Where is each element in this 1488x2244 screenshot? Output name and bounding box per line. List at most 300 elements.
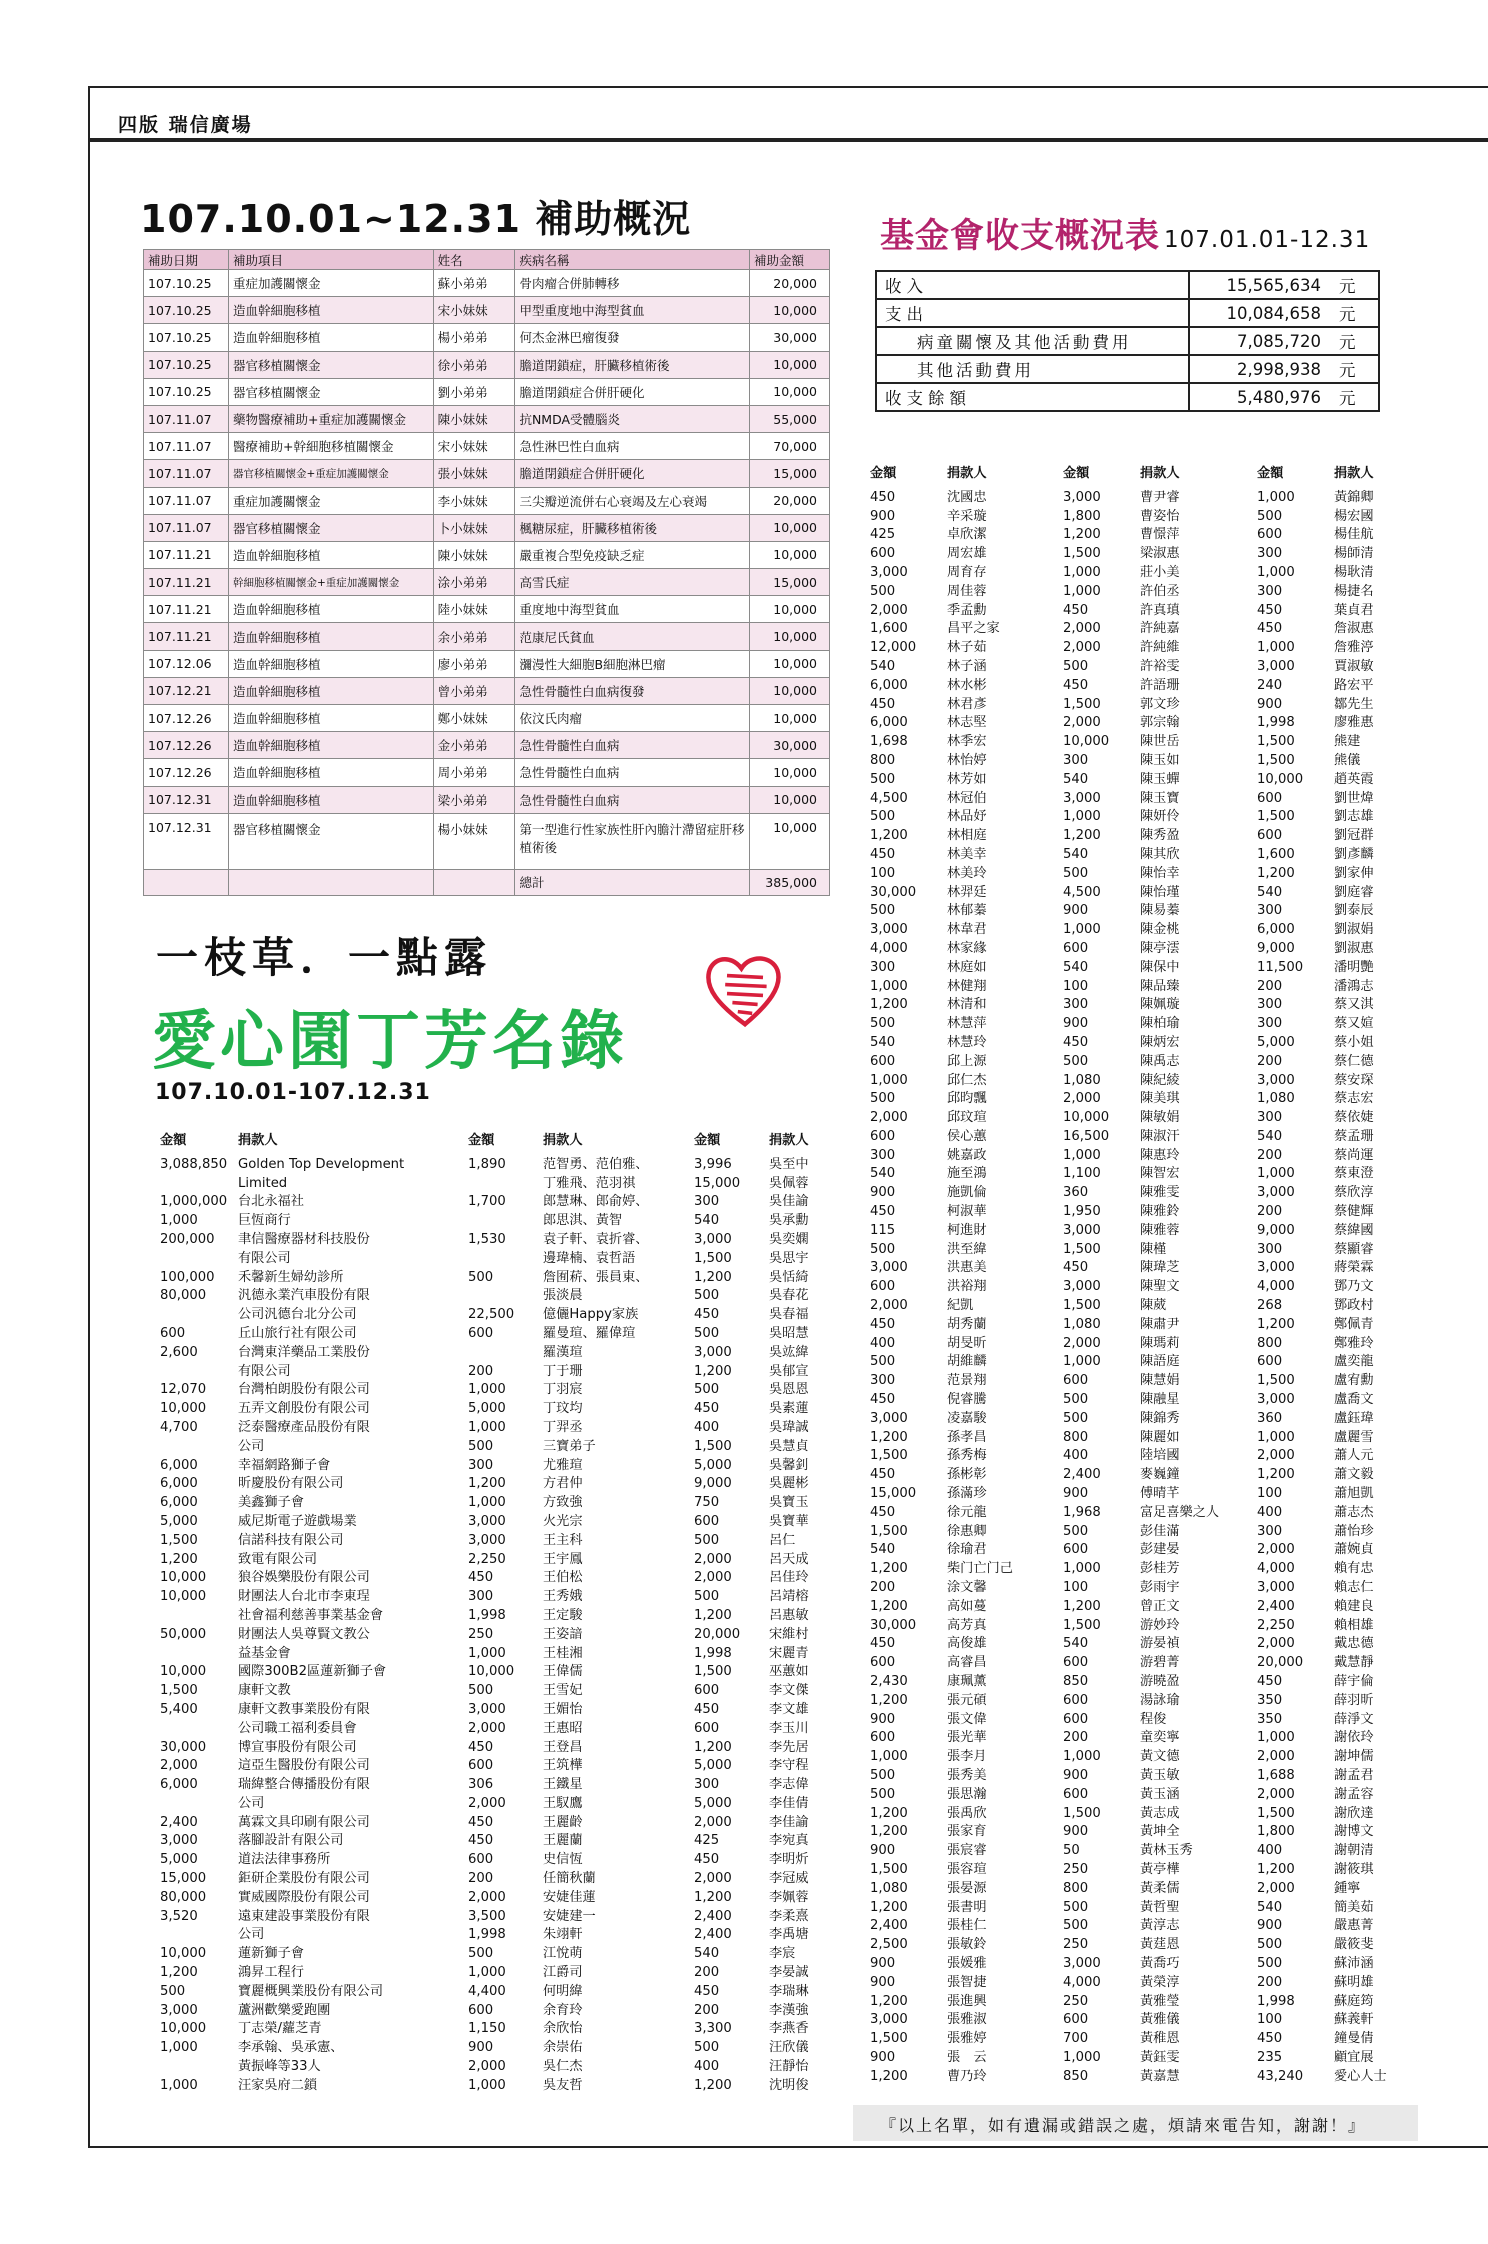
donor-name: 林慧玲 — [947, 1034, 987, 1050]
donor-name: 李先居 — [769, 1739, 809, 1755]
donor-row — [160, 1532, 458, 1551]
donor-row — [1257, 978, 1444, 997]
donor-row — [160, 1175, 458, 1194]
fund-label: 收入 — [876, 271, 1189, 299]
donor-amount — [160, 1720, 238, 1739]
donor-amount: 6,000 — [160, 1495, 198, 1511]
donor-row — [870, 1711, 1057, 1730]
garden-period: 107.10.01-107.12.31 — [155, 1080, 431, 1105]
donor-name: 孫孝昌 — [947, 1429, 987, 1445]
donor-row — [870, 1165, 1057, 1184]
subsidy-item: 器官移植關懷金+重症加護關懷金 — [228, 460, 433, 487]
donor-row — [1257, 1767, 1444, 1786]
donor-name: 蘇庭筠 — [1334, 1993, 1374, 2009]
donor-amount: 600 — [1063, 1655, 1089, 1671]
donor-amount: 2,000 — [468, 1795, 506, 1811]
donor-row — [694, 1193, 869, 1212]
donor-row — [1257, 808, 1444, 827]
donor-amount: 1,500 — [1257, 1805, 1295, 1821]
donor-name: 泛泰醫療產品股份有限 — [238, 1419, 370, 1435]
donor-column-3 — [694, 1132, 869, 2096]
donor-amount: 30,000 — [870, 884, 917, 900]
subsidy-row — [144, 677, 830, 704]
donor-amount: 1,200 — [1257, 865, 1295, 881]
donor-row — [870, 1222, 1057, 1241]
donor-name: 江爵司 — [543, 1965, 583, 1981]
donor-amount: 540 — [1063, 771, 1089, 787]
donor-row — [468, 1908, 688, 1927]
donor-row — [1257, 545, 1444, 564]
donor-amount: 540 — [1257, 1128, 1283, 1144]
donor-name: 林庭如 — [947, 959, 987, 975]
donor-name: 劉彥麟 — [1334, 846, 1374, 862]
donor-amount: 2,400 — [870, 1918, 908, 1934]
donor-name: 盧奕龍 — [1334, 1354, 1374, 1370]
donor-name: 張桂仁 — [947, 1918, 987, 1934]
donor-row — [1257, 1391, 1444, 1410]
donor-amount: 1,000 — [870, 1749, 908, 1765]
donor-row — [1063, 1241, 1250, 1260]
donor-row — [1063, 1410, 1250, 1429]
donor-amount: 540 — [1063, 1636, 1089, 1652]
subsidy-date: 107.12.31 — [144, 786, 229, 813]
subsidy-amount: 10,000 — [750, 650, 830, 677]
donor-name: 汪靜怡 — [769, 2059, 809, 2075]
donor-row — [1257, 1541, 1444, 1560]
donor-name: 徐瑜君 — [947, 1542, 987, 1558]
subsidy-amount: 10,000 — [750, 541, 830, 568]
donor-name: 幸福網路獅子會 — [238, 1457, 331, 1473]
donor-row — [694, 1156, 869, 1175]
donor-row — [870, 1748, 1057, 1767]
donor-amount: 1,200 — [870, 1429, 908, 1445]
fund-row — [876, 271, 1379, 299]
donor-name: 許純嘉 — [1140, 621, 1180, 637]
donor-row — [870, 790, 1057, 809]
donor-name: 施凱倫 — [947, 1185, 987, 1201]
donor-row — [1063, 639, 1250, 658]
donor-row — [694, 1645, 869, 1664]
donor-amount: 400 — [1257, 1843, 1283, 1859]
donor-name: 李柔熹 — [769, 1908, 809, 1924]
donor-name: 宋維村 — [769, 1626, 809, 1642]
donor-amount: 1,200 — [870, 2068, 908, 2084]
donor-row — [160, 2039, 458, 2058]
donor-amount: 1,890 — [468, 1156, 506, 1172]
donor-name: 吳仁杰 — [543, 2059, 583, 2075]
donor-name: 王宇鳳 — [543, 1551, 583, 1567]
donor-row — [694, 1175, 869, 1194]
donor-name: 道法法律事務所 — [238, 1852, 331, 1868]
donor-amount: 600 — [870, 546, 896, 562]
donor-amount: 2,400 — [1063, 1467, 1101, 1483]
donor-amount: 800 — [1063, 1429, 1089, 1445]
donor-row — [870, 1560, 1057, 1579]
donor-row — [1257, 2068, 1444, 2087]
donor-name: 陳怡幸 — [1140, 865, 1180, 881]
donor-row — [468, 1795, 688, 1814]
donor-name: 丁志榮/蘿芝青 — [238, 2021, 322, 2037]
donor-name: 陳瑋芝 — [1140, 1260, 1180, 1276]
donor-amount: 600 — [694, 1683, 720, 1699]
subsidy-total-value: 385,000 — [750, 869, 830, 895]
fund-row — [876, 299, 1379, 327]
donor-row — [870, 677, 1057, 696]
donor-name: 黃坤全 — [1140, 1824, 1180, 1840]
donor-name: 游妙玲 — [1140, 1617, 1180, 1633]
subsidy-name: 陳小妹妹 — [433, 541, 515, 568]
donor-name: 余育玲 — [543, 2002, 583, 2018]
donor-amount: 500 — [468, 1438, 494, 1454]
donor-name: 游碧菁 — [1140, 1655, 1180, 1671]
donor-name: 盧喬文 — [1334, 1392, 1374, 1408]
donor-amount: 300 — [1257, 1241, 1283, 1257]
donor-name: 蕭旭凱 — [1334, 1486, 1374, 1502]
subsidy-row — [144, 460, 830, 487]
donor-amount: 1,200 — [1063, 828, 1101, 844]
donor-amount: 450 — [468, 1739, 494, 1755]
subsidy-disease: 膽道閉鎖症，肝臟移植術後 — [515, 351, 750, 378]
amount-header: 金額 — [694, 1133, 721, 1148]
fund-label: 收支餘額 — [876, 383, 1189, 411]
donor-row — [1257, 865, 1444, 884]
donor-name: 張 云 — [947, 2049, 987, 2065]
donor-row — [160, 1212, 458, 1231]
donor-amount: 1,000 — [870, 1072, 908, 1088]
donor-row — [694, 1663, 869, 1682]
donor-name: 張光華 — [947, 1730, 987, 1746]
donor-amount: 500 — [870, 1091, 896, 1107]
donor-name: 吳慧貞 — [769, 1438, 809, 1454]
donor-amount: 2,000 — [694, 1551, 732, 1567]
donor-row — [1063, 1504, 1250, 1523]
donor-amount: 10,000 — [468, 1664, 515, 1680]
donor-row — [160, 1551, 458, 1570]
donor-amount: 900 — [1257, 1918, 1283, 1934]
donor-name: 賴志仁 — [1334, 1580, 1374, 1596]
donor-name: 簡美茹 — [1334, 1899, 1374, 1915]
donor-name: 楊捷名 — [1334, 583, 1374, 599]
subsidy-row — [144, 732, 830, 759]
donor-name: 劉世煒 — [1334, 790, 1374, 806]
donor-name: 柯進財 — [947, 1222, 987, 1238]
donor-row — [160, 1193, 458, 1212]
donor-row — [694, 1814, 869, 1833]
subsidy-name: 梁小弟弟 — [433, 786, 515, 813]
donor-amount: 300 — [870, 1373, 896, 1389]
donor-name: 禾馨新生婦幼診所 — [238, 1269, 344, 1285]
donor-row — [1257, 1353, 1444, 1372]
donor-name: 陳葳 — [1140, 1298, 1167, 1314]
donor-row — [1063, 1617, 1250, 1636]
donor-row — [468, 1607, 688, 1626]
donor-name: 李佳諭 — [769, 1814, 809, 1830]
donor-name: 賴有忠 — [1334, 1561, 1374, 1577]
donor-row — [694, 1438, 869, 1457]
donor-row — [1063, 1278, 1250, 1297]
donor-row — [1257, 1165, 1444, 1184]
donor-row — [1063, 996, 1250, 1015]
donor-name: 路宏平 — [1334, 677, 1374, 693]
subsidy-date: 107.10.25 — [144, 324, 229, 351]
donor-name: 劉庭睿 — [1334, 884, 1374, 900]
donor-row — [468, 1287, 688, 1306]
donor-amount: 500 — [1063, 658, 1089, 674]
donor-row — [694, 2077, 869, 2096]
donor-row — [870, 1861, 1057, 1880]
donor-name: 黃文德 — [1140, 1749, 1180, 1765]
donor-row — [160, 1419, 458, 1438]
donor-row — [468, 1983, 688, 2002]
donor-name: 瑞緯整合傳播股份有限 — [238, 1777, 370, 1793]
donor-amount: 200 — [1063, 1730, 1089, 1746]
donor-amount: 360 — [1257, 1410, 1283, 1426]
donor-amount: 450 — [870, 1636, 896, 1652]
donor-row — [1257, 1147, 1444, 1166]
subsidy-item: 造血幹細胞移植 — [228, 732, 433, 759]
donor-name: 胡秀蘭 — [947, 1316, 987, 1332]
donor-name: 范景翔 — [947, 1373, 987, 1389]
donor-row — [694, 1212, 869, 1231]
donor-name: 吳春花 — [769, 1288, 809, 1304]
donor-name: 陳融星 — [1140, 1392, 1180, 1408]
donor-row — [1063, 545, 1250, 564]
donor-amount: 3,300 — [694, 2021, 732, 2037]
donor-name: 季孟勳 — [947, 602, 987, 618]
donor-row — [1257, 2049, 1444, 2068]
donor-row — [1063, 1974, 1250, 1993]
donor-name: 賴建良 — [1334, 1598, 1374, 1614]
donor-row — [870, 884, 1057, 903]
subsidy-amount: 70,000 — [750, 433, 830, 460]
donor-row — [1257, 1184, 1444, 1203]
donor-amount: 1,200 — [1257, 1467, 1295, 1483]
donor-name: 丁羿丞 — [543, 1419, 583, 1435]
donor-name: 李志偉 — [769, 1777, 809, 1793]
donor-row — [1063, 489, 1250, 508]
donor-name: 陳肅尹 — [1140, 1316, 1180, 1332]
subsidy-item: 器官移植關懷金 — [228, 351, 433, 378]
subsidy-date: 107.11.21 — [144, 541, 229, 568]
donor-amount: 450 — [1063, 1034, 1089, 1050]
donor-row — [1257, 1786, 1444, 1805]
donor-row — [694, 1607, 869, 1626]
donor-row — [468, 1945, 688, 1964]
subsidy-item: 造血幹細胞移植 — [228, 759, 433, 786]
donor-row — [870, 902, 1057, 921]
subsidy-row — [144, 813, 830, 869]
donor-row — [1257, 1974, 1444, 1993]
donor-amount: 1,600 — [870, 621, 908, 637]
donor-row — [694, 1381, 869, 1400]
donor-amount: 80,000 — [160, 1288, 207, 1304]
donor-name: 鐘曼倩 — [1334, 2031, 1374, 2047]
donor-name: 公司 — [238, 1927, 265, 1943]
donor-name: 張淡晨 — [543, 1288, 583, 1304]
donor-name: 詹囿菥、張員東、 — [543, 1269, 649, 1285]
fund-value: 2,998,938 — [1189, 355, 1329, 383]
donor-amount: 450 — [870, 1504, 896, 1520]
donor-column-header — [870, 465, 1057, 484]
fund-label: 病童關懷及其他活動費用 — [876, 327, 1189, 355]
donor-name: 富足喜樂之人 — [1140, 1504, 1220, 1520]
donor-row — [468, 1663, 688, 1682]
donor-name: 鴻昇工程行 — [238, 1965, 304, 1981]
donor-name: 林韋君 — [947, 922, 987, 938]
subsidy-name: 宋小妹妹 — [433, 433, 515, 460]
donor-name: 張雅淑 — [947, 2012, 987, 2028]
donor-row — [468, 2077, 688, 2096]
donor-amount: 200 — [694, 2002, 720, 2018]
donor-name: 李禹塘 — [769, 1927, 809, 1943]
fund-unit: 元 — [1329, 271, 1379, 299]
donor-name: 公司汎德台北分公司 — [238, 1307, 357, 1323]
donor-name: 陳智宏 — [1140, 1166, 1180, 1182]
donor-row — [1257, 940, 1444, 959]
donor-name: 楊佳航 — [1334, 527, 1374, 543]
subsidy-row — [144, 759, 830, 786]
donor-name: 洪裕翔 — [947, 1279, 987, 1295]
donor-amount: 15,000 — [870, 1486, 917, 1502]
donor-amount: 20,000 — [1257, 1655, 1304, 1671]
donor-amount: 500 — [694, 2040, 720, 2056]
donor-amount: 1,000 — [468, 2077, 506, 2093]
donor-name: 余欣怡 — [543, 2021, 583, 2037]
donor-amount: 600 — [694, 1513, 720, 1529]
donor-amount: 600 — [870, 1128, 896, 1144]
donor-row — [1257, 1598, 1444, 1617]
amount-header: 金額 — [1257, 466, 1284, 481]
donor-name: 孫彬彰 — [947, 1467, 987, 1483]
donor-row — [870, 771, 1057, 790]
donor-row — [468, 1964, 688, 1983]
donor-row — [1257, 1316, 1444, 1335]
donor-row — [160, 1306, 458, 1325]
donor-name: 博宣事股份有限公司 — [238, 1739, 357, 1755]
donor-amount: 450 — [1063, 677, 1089, 693]
donor-name: 狼谷娛樂股份有限公司 — [238, 1570, 370, 1586]
donor-row — [870, 1429, 1057, 1448]
donor-row — [1063, 1767, 1250, 1786]
donor-row — [870, 1880, 1057, 1899]
donor-name: 曹憬萍 — [1140, 527, 1180, 543]
donor-amount: 500 — [1063, 1410, 1089, 1426]
donor-amount: 1,950 — [1063, 1204, 1101, 1220]
donor-amount: 1,000 — [1063, 583, 1101, 599]
donor-amount: 1,998 — [1257, 1993, 1295, 2009]
donor-name: 林水彬 — [947, 677, 987, 693]
donor-row — [1063, 1165, 1250, 1184]
donor-row — [694, 1776, 869, 1795]
amount-header: 金額 — [160, 1133, 187, 1148]
donor-row — [160, 1889, 458, 1908]
donor-row — [1063, 1711, 1250, 1730]
donor-name: 柯淑華 — [947, 1204, 987, 1220]
donor-amount: 2,400 — [694, 1908, 732, 1924]
donor-row — [160, 1832, 458, 1851]
col-header-amount: 補助金額 — [750, 250, 830, 270]
donor-amount: 3,000 — [1063, 489, 1101, 505]
donor-name: 李宸 — [769, 1946, 796, 1962]
fund-title — [880, 208, 1370, 257]
donor-row — [1257, 1072, 1444, 1091]
donor-amount: 500 — [1063, 1392, 1089, 1408]
donor-name: 陳聖文 — [1140, 1279, 1180, 1295]
donor-name: 詹淑惠 — [1334, 621, 1374, 637]
donor-row — [468, 1344, 688, 1363]
donor-amount: 1,000 — [160, 2077, 198, 2093]
donor-amount: 500 — [1063, 1523, 1089, 1539]
donor-amount: 3,000 — [1257, 1260, 1295, 1276]
donor-name: 蕭怡珍 — [1334, 1523, 1374, 1539]
donor-row — [870, 1259, 1057, 1278]
donor-row — [870, 827, 1057, 846]
donor-row — [870, 752, 1057, 771]
donor-row — [1257, 884, 1444, 903]
subsidy-item: 器官移植關懷金 — [228, 378, 433, 405]
donor-name: 李佳倩 — [769, 1795, 809, 1811]
donor-name: 余崇佑 — [543, 2040, 583, 2056]
donor-amount: 500 — [468, 1946, 494, 1962]
donor-name: 莊小美 — [1140, 564, 1180, 580]
donor-row — [468, 1457, 688, 1476]
subsidy-date: 107.11.07 — [144, 433, 229, 460]
donor-row — [1257, 639, 1444, 658]
donor-amount: 9,000 — [694, 1476, 732, 1492]
donor-amount: 15,000 — [694, 1175, 741, 1191]
donor-amount: 300 — [1257, 546, 1283, 562]
donor-name: 陳美琪 — [1140, 1091, 1180, 1107]
donor-name: 台灣柏朗股份有限公司 — [238, 1382, 370, 1398]
donor-name: 王鐵星 — [543, 1777, 583, 1793]
donor-amount: 600 — [870, 1730, 896, 1746]
donor-row — [694, 1851, 869, 1870]
donor-name: 黃淳志 — [1140, 1918, 1180, 1934]
subsidy-item: 造血幹細胞移植 — [228, 623, 433, 650]
donor-amount: 10,000 — [160, 2021, 207, 2037]
donor-name: 張禹欣 — [947, 1805, 987, 1821]
col-header-disease: 疾病名稱 — [515, 250, 750, 270]
donor-amount: 2,400 — [1257, 1598, 1295, 1614]
donor-row — [870, 508, 1057, 527]
donor-amount: 1,500 — [694, 1438, 732, 1454]
donor-amount: 100,000 — [160, 1269, 215, 1285]
donor-row — [160, 1475, 458, 1494]
donor-amount: 3,000 — [870, 1410, 908, 1426]
donor-row — [870, 545, 1057, 564]
donor-amount: 1,500 — [160, 1683, 198, 1699]
donor-row — [1063, 771, 1250, 790]
donor-name: 丁羽宸 — [543, 1382, 583, 1398]
donor-name: 台北永福社 — [238, 1194, 304, 1210]
donor-amount: 2,000 — [1257, 1749, 1295, 1765]
donor-amount: 250 — [1063, 1993, 1089, 2009]
donor-row — [160, 1645, 458, 1664]
donor-name: 陳雅雯 — [1140, 1185, 1180, 1201]
donor-row — [694, 1588, 869, 1607]
donor-amount: 2,000 — [468, 1889, 506, 1905]
donor-row — [1257, 1222, 1444, 1241]
donor-row — [1257, 677, 1444, 696]
donor-name: 萬霖文具印刷有限公司 — [238, 1814, 370, 1830]
donor-row — [160, 1739, 458, 1758]
donor-name: 游晏禎 — [1140, 1636, 1180, 1652]
subsidy-disease: 急性骨髓性白血病 — [515, 786, 750, 813]
donor-row — [694, 1757, 869, 1776]
donor-name: 陳雅蓉 — [1140, 1222, 1180, 1238]
subsidy-disease: 重度地中海型貧血 — [515, 596, 750, 623]
donor-amount: 900 — [1063, 1016, 1089, 1032]
